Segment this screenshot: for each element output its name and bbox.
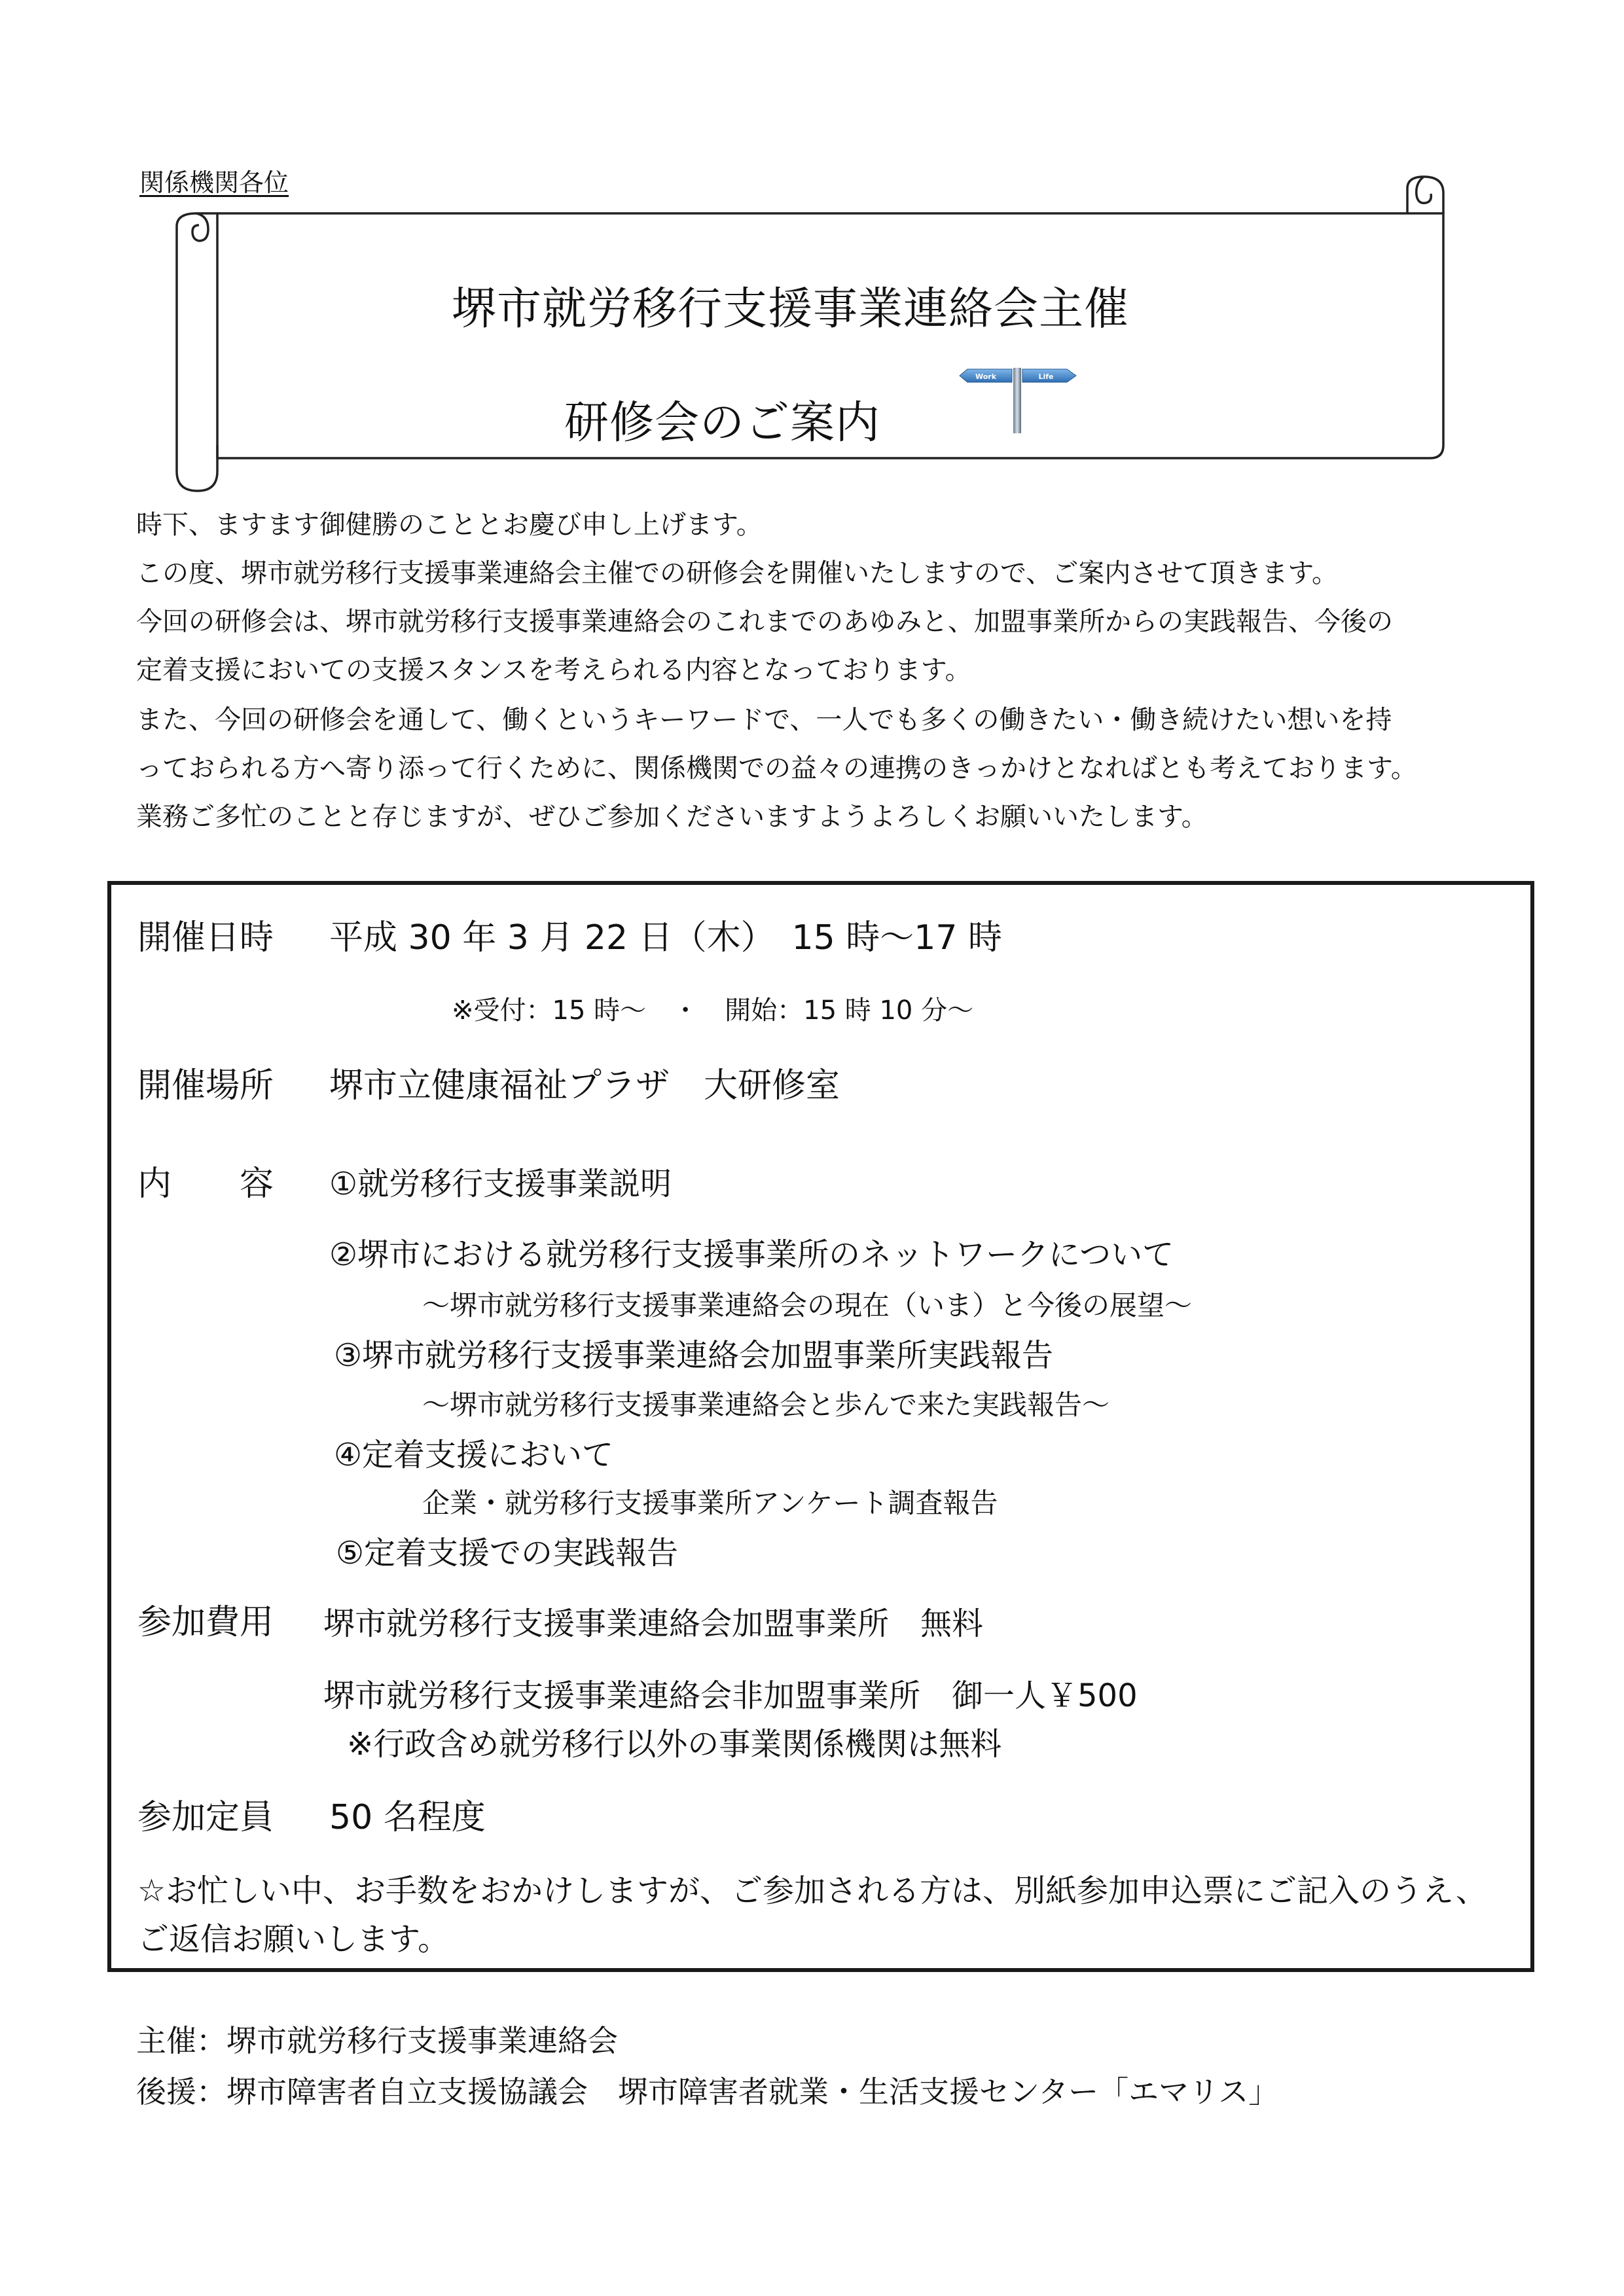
request-line-1: ☆お忙しい中、お手数をおかけしますが、ご参加される方は、別紙参加申込票にご記入のうえ、: [137, 1873, 1487, 1909]
title-line-1: 堺市就労移行支援事業連絡会主催: [452, 283, 1130, 335]
capacity-value: 50 名程度: [329, 1798, 486, 1837]
work-life-signpost-icon: [957, 364, 1081, 436]
fee-label: 参加費用: [137, 1603, 274, 1642]
venue-value: 堺市立健康福祉プラザ 大研修室: [329, 1066, 840, 1105]
organizer: 主催：堺市就労移行支援事業連絡会: [136, 2023, 618, 2058]
details-box: [107, 881, 1534, 1972]
intro-line-4: 定着支援においての支援スタンスを考えられる内容となっております。: [136, 655, 971, 685]
support: 後援：堺市障害者自立支援協議会 堺市障害者就業・生活支援センター「エマリス」: [136, 2074, 1279, 2109]
content-item-3: ③堺市就労移行支援事業連絡会加盟事業所実践報告: [334, 1337, 1054, 1374]
intro-line-5: また、今回の研修会を通して、働くというキーワードで、一人でも多くの働きたい・働き続けたい想いを持: [136, 705, 1392, 735]
content-item-2: ②堺市における就労移行支援事業所のネットワークについて: [329, 1236, 1174, 1273]
intro-line-2: この度、堺市就労移行支援事業連絡会主催での研修会を開催いたしますので、ご案内させて頂きます。: [136, 558, 1338, 588]
date-value: 平成 30 年 3 月 22 日（木） 15 時～17 時: [329, 918, 1002, 958]
intro-line-6: っておられる方へ寄り添って行くために、関係機関での益々の連携のきっかけとなればとも考えております。: [136, 753, 1417, 783]
date-note: ※受付：15 時～ ・ 開始：15 時 10 分～: [452, 996, 974, 1026]
content-item-5: ⑤定着支援での実践報告: [336, 1535, 679, 1571]
content-item-4-subtitle: 企業・就労移行支援事業所アンケート調査報告: [422, 1487, 998, 1519]
fee-note: ※行政含め就労移行以外の事業関係機関は無料: [347, 1726, 1002, 1763]
request-line-2: ご返信お願いします。: [137, 1921, 450, 1958]
venue-label: 開催場所: [137, 1066, 274, 1105]
content-label: 内 容: [137, 1164, 274, 1204]
signpost-right-label: Life: [1038, 372, 1054, 381]
capacity-label: 参加定員: [137, 1798, 274, 1837]
addressee: 関係機関各位: [139, 168, 289, 197]
intro-line-7: 業務ご多忙のことと存じますが、ぜひご参加くださいますようよろしくお願いいたします。: [136, 802, 1208, 832]
intro-line-1: 時下、ますます御健勝のこととお慶び申し上げます。: [136, 510, 763, 540]
title-line-2: 研修会のご案内: [564, 397, 881, 449]
content-item-3-subtitle: ～堺市就労移行支援事業連絡会と歩んで来た実践報告～: [422, 1389, 1110, 1421]
fee-nonmember: 堺市就労移行支援事業連絡会非加盟事業所 御一人￥500: [323, 1677, 1138, 1714]
signpost-left-label: Work: [975, 372, 997, 381]
date-label: 開催日時: [137, 918, 274, 958]
intro-line-3: 今回の研修会は、堺市就労移行支援事業連絡会のこれまでのあゆみと、加盟事業所からの実践報告、今後の: [136, 607, 1393, 637]
content-item-1: ①就労移行支援事業説明: [329, 1166, 672, 1202]
fee-member: 堺市就労移行支援事業連絡会加盟事業所 無料: [323, 1605, 984, 1642]
content-item-4: ④定着支援において: [334, 1437, 614, 1473]
content-item-2-subtitle: ～堺市就労移行支援事業連絡会の現在（いま）と今後の展望～: [422, 1289, 1193, 1321]
